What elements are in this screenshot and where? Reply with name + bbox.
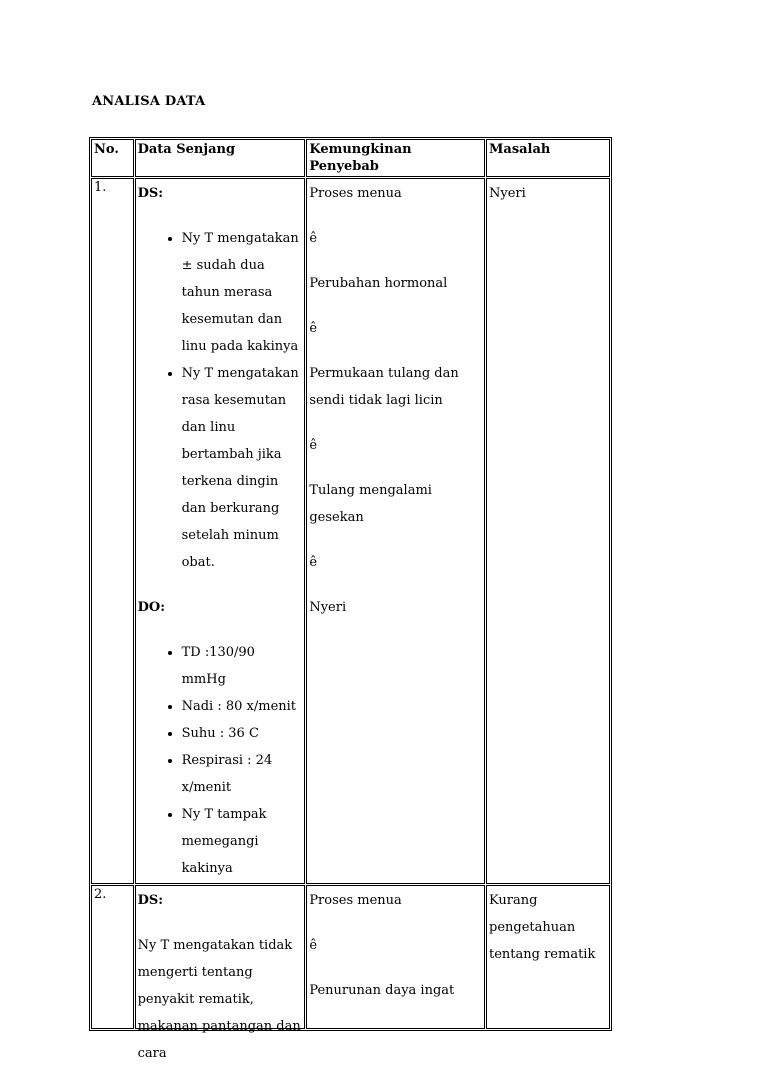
list-item: • Ny T mengatakan ± sudah dua tahun merasa kesemutan dan linu pada kakinya bbox=[182, 225, 303, 360]
cause-step: Penurunan daya ingat bbox=[309, 983, 455, 998]
table-row bbox=[91, 178, 610, 884]
cause-step: Permukaan tulang dan sendi tidak lagi licin bbox=[309, 366, 459, 408]
do-label: DO: bbox=[137, 600, 166, 615]
list-item: • TD :130/90 mmHg bbox=[182, 639, 303, 693]
table-row bbox=[91, 885, 610, 1029]
cause-step: Proses menua bbox=[309, 893, 402, 908]
header-no: No. bbox=[91, 139, 134, 177]
cause-chain-cell bbox=[306, 885, 485, 1029]
analysis-table bbox=[89, 137, 612, 1061]
down-arrow-icon: ê bbox=[309, 231, 318, 246]
problem-cell: Nyeri bbox=[486, 178, 610, 884]
down-arrow-icon: ê bbox=[309, 438, 318, 453]
list-item: • Nadi : 80 x/menit bbox=[182, 693, 303, 720]
list-item: • Ny T mengatakan rasa kesemutan dan linu bertambah jika terkena dingin dan berkurang setelah minum obat. bbox=[182, 360, 303, 576]
list-item: • Suhu : 36 C bbox=[182, 720, 303, 747]
cause-step: Perubahan hormonal bbox=[309, 276, 448, 291]
down-arrow-icon: ê bbox=[309, 321, 318, 336]
ds-label: DS: bbox=[137, 186, 164, 201]
ds-label: DS: bbox=[137, 893, 164, 908]
cause-step: Tulang mengalami gesekan bbox=[309, 483, 432, 525]
header-data-senjang: Data Senjang bbox=[135, 139, 306, 177]
header-masalah: Masalah bbox=[486, 139, 610, 177]
ds-text: Ny T mengatakan tidak mengerti tentang penyakit rematik, makanan pantangan dan cara bbox=[137, 938, 301, 1061]
cause-chain-cell bbox=[306, 178, 485, 884]
list-item: • Ny T tampak memegangi kakinya bbox=[182, 801, 303, 882]
row-number: 2. bbox=[91, 885, 134, 1029]
down-arrow-icon: ê bbox=[309, 555, 318, 570]
cause-step: Proses menua bbox=[309, 186, 402, 201]
header-kemungkinan-penyebab: Kemungkinan Penyebab bbox=[306, 139, 485, 177]
down-arrow-icon: ê bbox=[309, 938, 318, 953]
page-title: ANALISA DATA bbox=[92, 94, 206, 109]
row-number: 1. bbox=[91, 178, 134, 884]
ds-list bbox=[138, 225, 303, 576]
table-header-row bbox=[91, 139, 610, 177]
do-list bbox=[138, 639, 303, 882]
cause-step: Nyeri bbox=[309, 600, 347, 615]
problem-cell: Kurang pengetahuan tentang rematik bbox=[486, 885, 610, 1029]
list-item: • Respirasi : 24 x/menit bbox=[182, 747, 303, 801]
data-senjang-cell bbox=[135, 885, 306, 1061]
data-senjang-cell bbox=[135, 178, 306, 884]
